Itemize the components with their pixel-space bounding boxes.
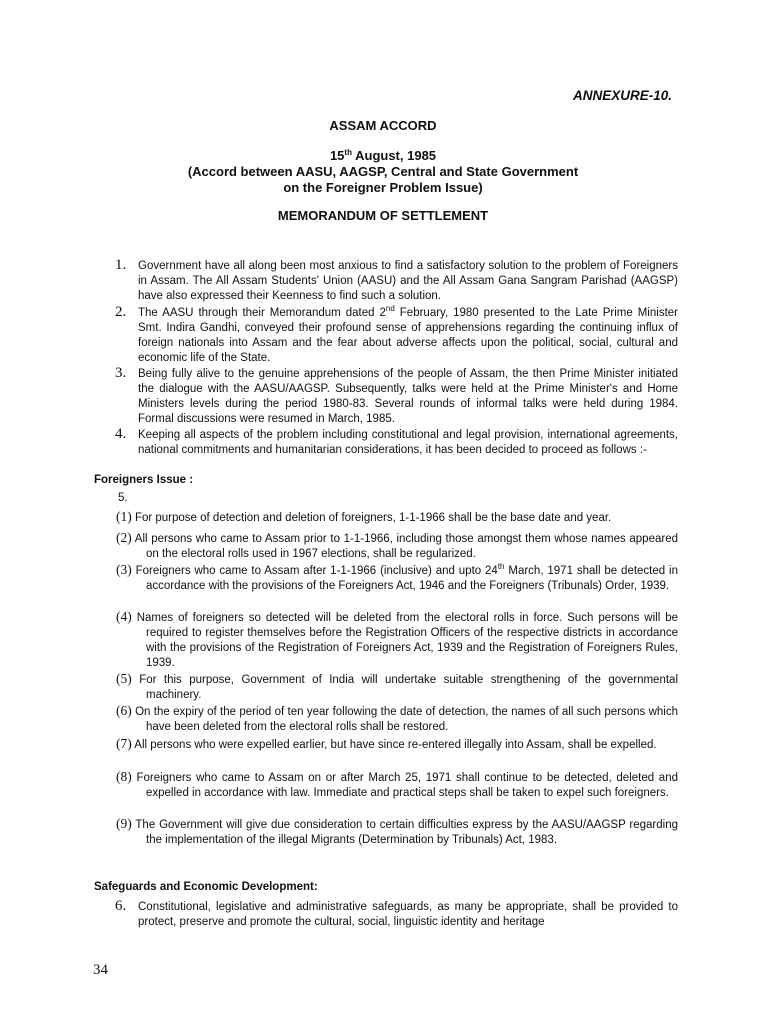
paragraph-4: Keeping all aspects of the problem including constitutional and legal provision, international agreements, national commitments and humanitarian considerations, it has been decided to proceed as follows :- (138, 429, 678, 456)
foreigners-item-8: (8) Foreigners who came to Assam on or after March 25, 1971 shall continue to be detected, deleted and expelled in accordance with law. Immediate and practical steps shall be taken to expel such foreigners. (116, 769, 678, 799)
paragraph-number: 1. (115, 257, 127, 273)
paragraph-2: The AASU through their Memorandum dated 2nd February, 1980 presented to the Late Prime Minister Smt. Indira Gandhi, conveyed their profound sense of apprehensions regarding the continuing influx of foreign nationals into Assam and the fear about adverse affects upon the political, social, cultural and economic life of the State. (138, 304, 678, 364)
foreigners-item-5: (5) For this purpose, Government of India will undertake suitable strengthening of the governmental machinery. (116, 671, 678, 701)
memorandum-title: MEMORANDUM OF SETTLEMENT (277, 208, 489, 223)
paragraph-3: Being fully alive to the genuine apprehensions of the people of Assam, the then Prime Minister initiated the dialogue with the AASU/AAGSP. Subsequently, talks were held at the Prime Minister's and Home Ministers levels during the period 1980-83. Several rounds of informal talks were held during 1984. Formal discussions were resumed in March, 1985. (138, 368, 678, 425)
paragraph-5-number: 5. (118, 492, 128, 504)
foreigners-item-9: (9) The Government will give due consideration to certain difficulties express by the AASU/AAGSP regarding the implementation of the illegal Migrants (Determination by Tribunals) Act, 1983. (116, 816, 678, 846)
foreigners-item-3: (3) Foreigners who came to Assam after 1-1-1966 (inclusive) and upto 24th March, 1971 shall be detected in accordance with the provisions of the Foreigners Act, 1946 and the Foreigners (Tribunals) Order, 1939. (116, 562, 678, 592)
subtitle-line-1: (Accord between AASU, AAGSP, Central and State Government (187, 164, 579, 179)
paragraph-6: Constitutional, legislative and administrative safeguards, as many be appropriate, shall be provided to protect, preserve and promote the cultural, social, linguistic identity and heritage (138, 901, 678, 928)
paragraph-1: Government have all along been most anxious to find a satisfactory solution to the problem of Foreigners in Assam. The All Assam Students' Union (AASU) and the All Assam Gana Sangram Parishad (AAGSP) have also expressed their Keenness to find such a solution. (138, 260, 678, 302)
page-number: 34 (93, 962, 108, 978)
subtitle-line-2: on the Foreigner Problem Issue) (283, 180, 483, 195)
paragraph-number: 4. (115, 426, 127, 442)
paragraph-number: 6. (115, 898, 127, 914)
foreigners-item-6: (6) On the expiry of the period of ten year following the date of detection, the names of all such persons which have been deleted from the electoral rolls shall be restored. (116, 703, 678, 733)
foreigners-item-1: (1) For purpose of detection and deletion of foreigners, 1-1-1966 shall be the base date and year. (116, 509, 612, 524)
foreigners-item-2: (2) All persons who came to Assam prior to 1-1-1966, including those amongst them whose names appeared on the electoral rolls used in 1967 elections, shall be regularized. (116, 530, 678, 560)
foreigners-item-7: (7) All persons who were expelled earlier, but have since re-entered illegally into Assam, shall be expelled. (116, 736, 657, 751)
foreigners-item-4: (4) Names of foreigners so detected will be deleted from the electoral rolls in force. Such persons will be required to register themselves before the Registration Officers of the respective districts in accordance with the provisions of the Registration of Foreigners Act, 1939 and the Registration of Foreigners Rules, 1939. (116, 609, 678, 669)
date-and-subtitle (90, 148, 676, 196)
foreigners-issue-heading: Foreigners Issue : (94, 474, 194, 486)
paragraph-number: 3. (115, 365, 127, 381)
paragraph-number: 2. (115, 304, 127, 320)
document-title: ASSAM ACCORD (329, 118, 437, 133)
annexure-label: ANNEXURE-10. (572, 88, 672, 103)
date-line: 15th August, 1985 (329, 148, 437, 163)
safeguards-heading: Safeguards and Economic Development: (94, 881, 318, 893)
